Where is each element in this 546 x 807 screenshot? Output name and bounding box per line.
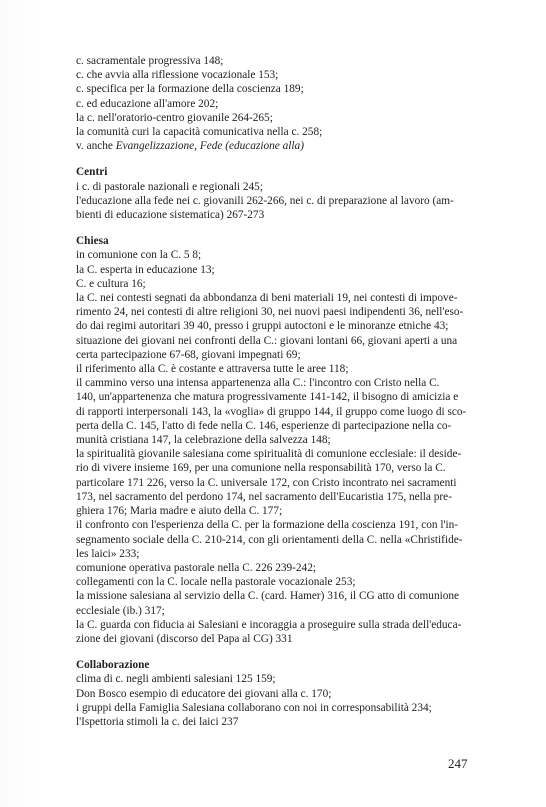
page-number: 247	[448, 756, 468, 771]
index-line: la spiritualità giovanile salesiana come spiritualità di comunione ecclesiale: il deside-	[76, 448, 462, 461]
index-line: i gruppi della Famiglia Salesiana collaborano con noi in corresponsabilità 234;	[76, 701, 432, 714]
index-line: il confronto con l'esperienza della C. per la formazione della coscienza 191, con l'in-	[76, 519, 459, 532]
index-line: do dai regimi autoritari 39 40, presso i gruppi autoctoni e le minoranze etniche 43;	[76, 320, 449, 333]
index-line: il riferimento alla C. è costante e attraversa tutte le aree 118;	[76, 363, 349, 376]
index-line: rimento 24, nei contesti di altre religioni 30, nei nuovi paesi indipendenti 36, nell'eso-	[76, 306, 464, 319]
index-line: comunione operativa pastorale nella C. 226 239-242;	[76, 561, 316, 574]
top-entries	[76, 54, 475, 153]
index-line: l'educazione alla fede nei c. giovanili 262-266, nei c. di preparazione al lavoro (am-	[76, 194, 454, 207]
index-line: c. sacramentale progressiva 148;	[76, 55, 224, 67]
index-line: bienti di educazione sistematica) 267-273	[76, 209, 265, 222]
section-heading: Centri	[76, 166, 108, 179]
index-line: ecclesiale (ib.) 317;	[76, 604, 165, 617]
index-line: munità cristiana 147, la celebrazione della salvezza 148;	[76, 434, 331, 447]
index-line: particolare 171 226, verso la C. universale 172, con Cristo incontrato nei sacramenti	[76, 476, 457, 489]
index-line: 173, nel sacramento del perdono 174, nel sacramento dell'Eucaristia 175, nella pre-	[76, 490, 452, 503]
section-chiesa	[76, 234, 475, 646]
index-column	[76, 54, 475, 729]
index-line: ghiera 176; Maria madre e aiuto della C. 177;	[76, 505, 283, 518]
index-line: situazione dei giovani nei confronti della C.: giovani lontani 66, giovani aperti a una	[76, 334, 458, 347]
see-also-line	[76, 139, 475, 153]
index-line: la missione salesiana al servizio della C. (card. Hamer) 316, il CG atto di comunione	[76, 590, 460, 603]
see-also-terms: Evangelizzazione, Fede (educazione alla)	[115, 140, 304, 153]
section-heading: Chiesa	[76, 235, 109, 248]
section-centri	[76, 165, 475, 222]
index-line: c. ed educazione all'amore 202;	[76, 97, 219, 110]
index-line: rio di vivere insieme 169, per una comunione nella responsabilità 170, verso la C.	[76, 462, 446, 475]
section-collaborazione	[76, 658, 475, 729]
see-also-prefix: v. anche	[76, 140, 116, 153]
index-line: i c. di pastorale nazionali e regionali 245;	[76, 180, 263, 193]
index-line: zione dei giovani (discorso del Papa al CG) 331	[76, 632, 293, 645]
index-line: la c. nell'oratorio-centro giovanile 264-265;	[76, 111, 273, 124]
index-line: perta della C. 145, l'atto di fede nella C. 146, esperienze di partecipazione nella co-	[76, 419, 452, 432]
index-line: certa partecipazione 67-68, giovani impegnati 69;	[76, 348, 301, 361]
index-line: Don Bosco esempio di educatore dei giovani alla c. 170;	[76, 687, 332, 700]
index-line: collegamenti con la C. locale nella pastorale vocazionale 253;	[76, 576, 356, 589]
index-line: les laici» 233;	[76, 547, 140, 560]
index-line: l'Ispettoria stimoli la c. dei laici 237	[76, 715, 239, 728]
index-line: di rapporti interpersonali 143, la «voglia» di gruppo 144, il gruppo come luogo di sco-	[76, 405, 467, 418]
index-line: 140, un'appartenenza che matura progressivamente 141-142, il bisogno di amicizia e	[76, 391, 459, 404]
index-line: in comunione con la C. 5 8;	[76, 249, 202, 262]
index-line: c. specifica per la formazione della coscienza 189;	[76, 83, 304, 96]
index-line: il cammino verso una intensa appartenenza alla C.: l'incontro con Cristo nella C.	[76, 377, 440, 390]
index-line: clima di c. negli ambienti salesiani 125 159;	[76, 673, 276, 686]
section-heading: Collaborazione	[76, 659, 150, 672]
index-line: la C. guarda con fiducia ai Salesiani e incoraggia a proseguire sulla strada dell'educa-	[76, 618, 462, 631]
index-line: la C. nei contesti segnati da abbondanza di beni materiali 19, nei contesti di impove-	[76, 292, 458, 305]
index-line: la comunità curi la capacità comunicativa nella c. 258;	[76, 126, 323, 139]
index-line: segnamento sociale della C. 210-214, con gli orientamenti della C. nella «Christifide-	[76, 533, 463, 546]
index-line: c. che avvia alla riflessione vocazionale 153;	[76, 69, 279, 82]
index-line: C. e cultura 16;	[76, 277, 146, 290]
index-line: la C. esperta in educazione 13;	[76, 263, 215, 276]
